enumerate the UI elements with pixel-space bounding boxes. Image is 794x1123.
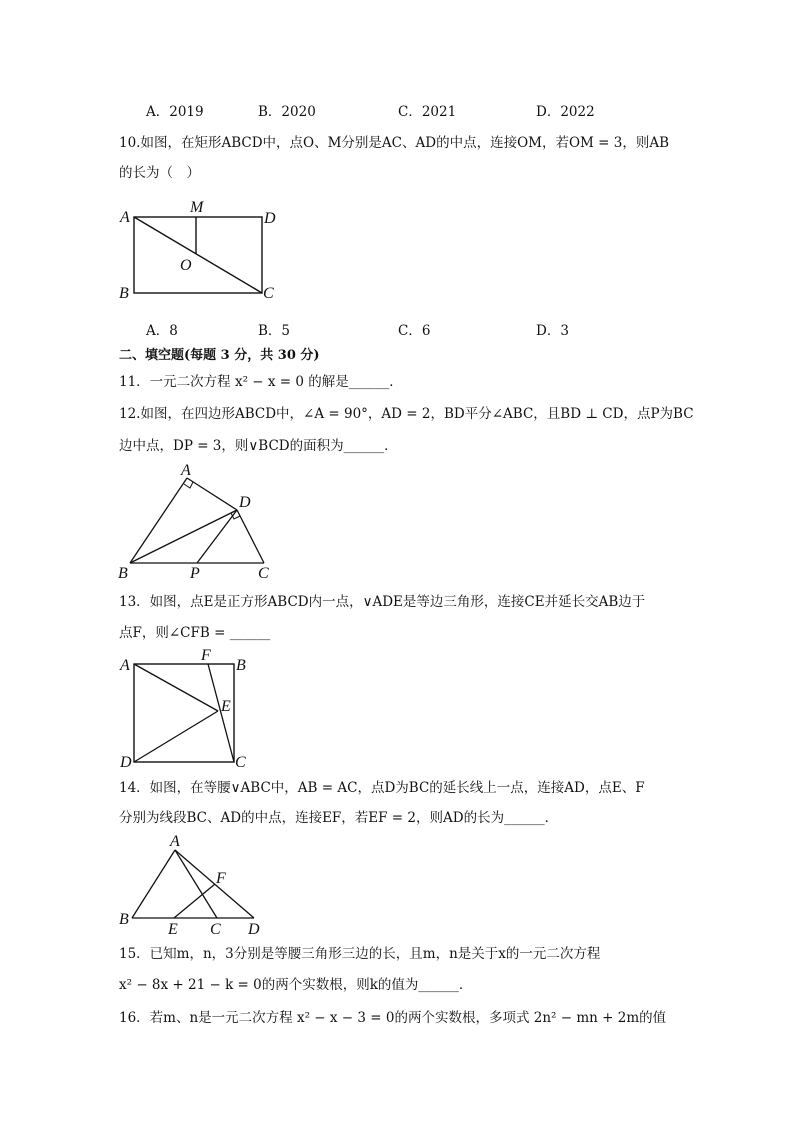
q10-text-line1: 10.如图，在矩形ABCD中，点O、M分别是AC、AD的中点，连接OM，若OM = 3，则AB <box>119 135 670 151</box>
q13-label-c: C <box>235 754 246 771</box>
q13-square <box>134 664 234 762</box>
q10-option-c: C．6 <box>398 323 431 339</box>
q13-label-e: E <box>221 698 231 715</box>
q13-text-line2: 点F，则∠CFB = ______ <box>119 625 271 641</box>
q10-label-m: M <box>190 199 204 216</box>
q10-label-d: D <box>264 210 276 227</box>
q13-label-f: F <box>201 647 211 664</box>
q15-text-line1: 15．已知m，n，3分别是等腰三角形三边的长，且m，n是关于x的一元二次方程 <box>119 946 601 962</box>
q14-label-d: D <box>248 921 260 938</box>
q9-option-b: B．2020 <box>258 104 316 120</box>
q10-option-d: D．3 <box>536 323 569 339</box>
q10-label-o: O <box>180 257 192 274</box>
q12-segment-bd <box>130 510 237 563</box>
q14-label-e: E <box>168 921 178 938</box>
q9-option-c: C．2021 <box>398 104 457 120</box>
q16-text-line1: 16．若m、n是一元二次方程 x² − x − 3 = 0的两个实数根，多项式 2n² − mn + 2m的值 <box>119 1010 667 1026</box>
q13-text-line1: 13．如图，点E是正方形ABCD内一点，∨ADE是等边三角形，连接CE并延长交AB边于 <box>119 594 646 610</box>
q11-text: 11．一元二次方程 x² − x = 0 的解是______． <box>119 374 403 390</box>
q12-segment-dp <box>197 510 237 563</box>
q14-label-a: A <box>170 833 180 850</box>
q15-text-line2: x² − 8x + 21 − k = 0的两个实数根，则k的值为______． <box>119 977 473 993</box>
q13-figure <box>112 645 262 775</box>
q12-label-d: D <box>239 494 251 511</box>
q13-label-d: D <box>120 754 132 771</box>
q12-figure <box>112 460 287 585</box>
q14-figure <box>112 830 272 940</box>
q14-text-line2: 分别为线段BC、AD的中点，连接EF，若EF = 2，则AD的长为______． <box>119 810 559 826</box>
q9-option-a: A．2019 <box>146 104 204 120</box>
q12-label-a: A <box>181 462 191 479</box>
q10-diagonal-ac <box>134 217 262 293</box>
q13-segment-ae <box>134 664 218 711</box>
q14-label-b: B <box>119 911 129 928</box>
q14-segment-ab <box>132 850 175 918</box>
q10-figure <box>112 195 292 305</box>
q13-segment-de <box>134 711 218 762</box>
q14-text-line1: 14．如图，在等腰∨ABC中，AB = AC，点D为BC的延长线上一点，连接AD，点E、F <box>119 780 645 796</box>
q10-label-c: C <box>263 285 274 302</box>
q12-label-c: C <box>258 565 269 582</box>
q12-segment-ab <box>130 478 187 563</box>
q14-segment-ac <box>175 850 217 918</box>
q9-option-d: D．2022 <box>536 104 595 120</box>
q13-label-b: B <box>236 657 246 674</box>
q12-text-line2: 边中点，DP = 3，则∨BCD的面积为______． <box>119 438 398 454</box>
q10-label-b: B <box>119 285 129 302</box>
q12-text-line1: 12.如图，在四边形ABCD中，∠A = 90°，AD = 2，BD平分∠ABC，且BD ⊥ CD，点P为BC <box>119 406 694 422</box>
q12-segment-ad <box>187 478 237 510</box>
q10-option-b: B．5 <box>258 323 291 339</box>
q10-text-line2: 的长为（ ） <box>119 165 200 181</box>
q14-label-f: F <box>216 870 226 887</box>
q14-segment-ef <box>174 884 215 918</box>
q12-label-b: B <box>118 565 128 582</box>
q12-label-p: P <box>190 565 200 582</box>
q10-label-a: A <box>120 209 130 226</box>
q13-label-a: A <box>120 657 130 674</box>
q12-right-angle-a <box>184 482 193 488</box>
q10-option-a: A．8 <box>146 323 178 339</box>
q12-segment-dc <box>237 510 264 563</box>
section-2-title: 二、填空题(每题 3 分，共 30 分) <box>119 348 320 363</box>
q14-label-c: C <box>210 921 221 938</box>
